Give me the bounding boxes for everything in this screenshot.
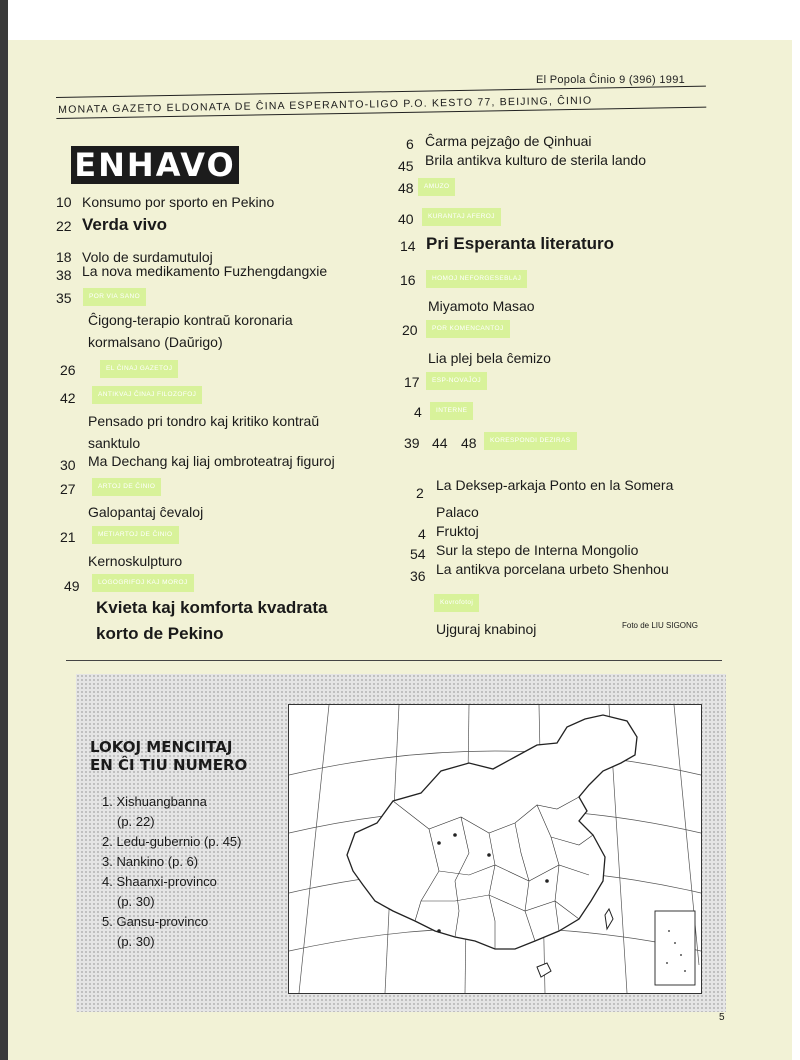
page-number-entry: 44 xyxy=(432,435,448,451)
section-tag: INTERNE xyxy=(430,402,473,420)
article-title[interactable]: Ma Dechang kaj liaj ombroteatraj figuroj xyxy=(88,453,335,469)
photo-credit: Foto de LIU SIGONG xyxy=(622,621,699,630)
section-divider xyxy=(66,660,722,661)
photo-title[interactable]: Fruktoj xyxy=(436,523,479,539)
article-title[interactable]: Verda vivo xyxy=(82,215,168,234)
article-title[interactable]: Ĉarma pejzaĝo de Qinhuai xyxy=(425,133,592,149)
page-number-entry: 38 xyxy=(56,267,72,283)
contents-title: ENHAVO xyxy=(74,146,236,184)
article-title[interactable]: Pri Esperanta literaturo xyxy=(426,234,615,253)
page-number-entry: 42 xyxy=(60,390,76,406)
section-tag: EL ĈINAJ GAZETOJ xyxy=(100,360,178,378)
page-binding-edge xyxy=(0,0,8,1060)
article-title[interactable]: Brila antikva kulturo de sterila lando xyxy=(425,152,647,168)
page-number-entry: 22 xyxy=(56,218,72,234)
section-tag: KORESPONDI DEZIRAS xyxy=(484,432,577,450)
page-number-entry: 20 xyxy=(402,322,418,338)
map-title-line: EN ĈI TIU NUMERO xyxy=(90,756,248,774)
place-item: 5. Gansu-provinco xyxy=(102,914,209,929)
page-number-entry: 14 xyxy=(400,238,416,254)
place-page-ref: (p. 30) xyxy=(117,934,155,949)
place-item: 2. Ledu-gubernio (p. 45) xyxy=(102,834,242,849)
section-tag: LOGOGRIFOJ KAJ MOROJ xyxy=(92,574,194,592)
masthead xyxy=(56,86,706,121)
masthead-text: MONATA GAZETO ELDONATA DE ĈINA ESPERANTO-LIGO P.O. KESTO 77, BEIJING, ĈINIO xyxy=(58,94,593,116)
page-number-entry: 30 xyxy=(60,457,76,473)
photo-title[interactable]: La antikva porcelana urbeto Shenhou xyxy=(436,561,669,577)
page-number-entry: 16 xyxy=(400,272,416,288)
section-tag: POR VIA SANO xyxy=(83,288,146,306)
magazine-page xyxy=(8,0,792,1060)
page-number-entry: 26 xyxy=(60,362,76,378)
place-list xyxy=(102,792,241,952)
page-number-entry: 49 xyxy=(64,578,80,594)
page-top-margin xyxy=(8,0,792,40)
photo-title-continued[interactable]: Palaco xyxy=(436,504,479,520)
article-title[interactable]: Volo de surdamutuloj xyxy=(82,249,213,265)
page-number-entry: 10 xyxy=(56,194,72,210)
page-number-entry: 6 xyxy=(406,136,414,152)
page-number-entry: 45 xyxy=(398,158,414,174)
article-title[interactable]: Galopantaj ĉevaloj xyxy=(88,504,204,520)
article-title[interactable]: Miyamoto Masao xyxy=(428,298,535,314)
article-title[interactable]: Kvieta kaj komforta kvadrata xyxy=(96,598,328,617)
photo-title[interactable]: La Deksep-arkaja Ponto en la Somera xyxy=(436,477,674,493)
page-number: 5 xyxy=(719,1012,725,1023)
section-tag: METIARTOJ DE ĈINIO xyxy=(92,526,179,544)
section-tag: KURANTAJ AFEROJ xyxy=(422,208,501,226)
china-map-graphic xyxy=(289,705,701,993)
section-tag: POR KOMENCANTOJ xyxy=(426,320,510,338)
page-number-entry: 4 xyxy=(414,404,422,420)
map-title-line: LOKOJ MENCIITAJ xyxy=(90,738,233,756)
page-number-entry: 40 xyxy=(398,211,414,227)
section-tag: HOMOJ NEFORGESEBLAJ xyxy=(426,270,527,288)
place-page-ref: (p. 22) xyxy=(117,814,155,829)
issue-line: El Popola Ĉinio 9 (396) 1991 xyxy=(536,74,686,86)
map-section-title xyxy=(90,738,247,774)
place-page-ref: (p. 30) xyxy=(117,894,155,909)
page-number-entry: 17 xyxy=(404,374,420,390)
article-title[interactable]: Ĉigong-terapio kontraŭ koronaria xyxy=(88,312,293,328)
page-number-entry: 36 xyxy=(410,568,426,584)
page-number-entry: 48 xyxy=(461,435,477,451)
article-title[interactable]: La nova medikamento Fuzhengdangxie xyxy=(82,263,328,279)
place-item: 4. Shaanxi-provinco xyxy=(102,874,217,889)
cover-photo-title[interactable]: Ujguraj knabinoj xyxy=(436,621,537,637)
page-number-entry: 4 xyxy=(418,526,426,542)
page-number-entry: 27 xyxy=(60,481,76,497)
section-tag: ARTOJ DE ĈINIO xyxy=(92,478,161,496)
place-item: 3. Nankino (p. 6) xyxy=(102,854,199,869)
article-title[interactable]: Pensado pri tondro kaj kritiko kontraŭ xyxy=(88,413,320,429)
page-number-entry: 39 xyxy=(404,435,420,451)
page-number-entry: 48 xyxy=(398,180,414,196)
photo-title[interactable]: Sur la stepo de Interna Mongolio xyxy=(436,542,639,558)
article-title[interactable]: Konsumo por sporto en Pekino xyxy=(82,194,275,210)
china-map[interactable] xyxy=(288,704,702,994)
cover-photo-tag: Kovrofotoj xyxy=(434,594,479,612)
section-tag: AMUZO xyxy=(418,178,455,196)
masthead-rule-top xyxy=(56,86,706,98)
section-tag: ANTIKVAJ ĈINAJ FILOZOFOJ xyxy=(92,386,202,404)
contents-title-box xyxy=(71,146,239,184)
article-title-continued[interactable]: sanktulo xyxy=(88,435,141,451)
page-number-entry: 35 xyxy=(56,290,72,306)
page-number-entry: 21 xyxy=(60,529,76,545)
article-title[interactable]: Lia plej bela ĉemizo xyxy=(428,350,551,366)
article-title-continued[interactable]: kormalsano (Daŭrigo) xyxy=(88,334,223,350)
place-item: 1. Xishuangbanna xyxy=(102,794,207,809)
article-title-continued[interactable]: korto de Pekino xyxy=(96,624,224,643)
page-number-entry: 54 xyxy=(410,546,426,562)
article-title[interactable]: Kernoskulpturo xyxy=(88,553,183,569)
page-number-entry: 18 xyxy=(56,249,72,265)
page-number-entry: 2 xyxy=(416,485,424,501)
section-tag: ESP-NOVAĴOJ xyxy=(426,372,487,390)
map-section xyxy=(76,674,726,1012)
